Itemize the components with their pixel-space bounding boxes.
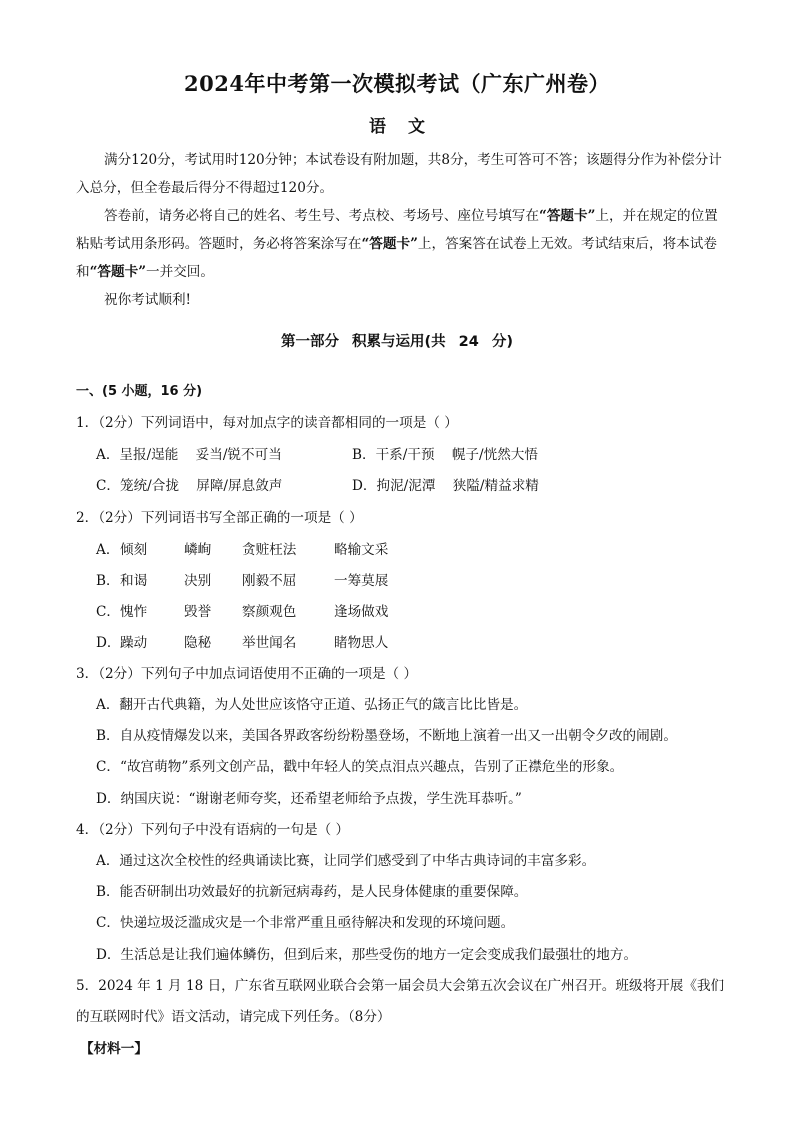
question-4-option-b: B．能否研制出功效最好的抗新冠病毒药，是人民身体健康的重要保障。 <box>96 884 528 900</box>
question-4-option-d: D．生活总是让我们遍体鳞伤，但到后来，那些受伤的地方一定会变成我们最强壮的地方。 <box>96 947 638 963</box>
answer-card-term: “答题卡” <box>361 236 418 252</box>
material-heading: 【材料一】 <box>80 1041 148 1057</box>
question-2-option-c: C．愧怍 毁誉 察颜观色 逢场做戏 <box>96 604 389 620</box>
question-1-option-a: A．呈报/逞能 妥当/锐不可当 <box>96 447 282 463</box>
question-2-option-a: A．倾刻 嶙峋 贪赃枉法 略输文采 <box>96 542 389 558</box>
question-3-option-b: B．自从疫情爆发以来，美国各界政客纷纷粉墨登场，不断地上演着一出又一出朝令夕改的闹剧。 <box>96 728 677 744</box>
instruction-scoring: 满分120分，考试用时120分钟；本试卷设有附加题，共8分，考生可答可不答；该题得分作为补偿分计入总分，但全卷最后得分不得超过120分。 <box>76 152 722 196</box>
exam-title: 2024年中考第一次模拟考试（广东广州卷） <box>184 71 610 96</box>
question-3-option-d: D．纳国庆说：“谢谢老师夸奖，还希望老师给予点拨，学生洗耳恭听。” <box>96 791 522 807</box>
question-4-stem: 4．（2分）下列句子中没有语病的一句是（ ） <box>76 822 350 838</box>
question-5-stem-line2: 的互联网时代》语文活动，请完成下列任务。（8分） <box>76 1009 391 1025</box>
question-5-stem-line1: 5．2024 年 1 月 18 日，广东省互联网业联合会第一届会员大会第五次会议在广州召开。班级将开展《我们 <box>76 978 725 994</box>
answer-card-term: “答题卡” <box>89 264 147 280</box>
instruction-wish: 祝你考试顺利! <box>104 292 192 308</box>
question-2-stem: 2．（2分）下列词语书写全部正确的一项是（ ） <box>76 510 363 526</box>
question-1-stem: 1．（2分）下列词语中，每对加点字的读音都相同的一项是（ ） <box>76 415 458 431</box>
question-4-option-a: A．通过这次全校性的经典诵读比赛，让同学们感受到了中华古典诗词的丰富多彩。 <box>96 853 596 869</box>
section-title: 第一部分 积累与运用(共 24 分) <box>280 334 514 350</box>
question-3-option-a: A．翻开古代典籍，为人处世应该恪守正道、弘扬正气的箴言比比皆是。 <box>96 697 528 713</box>
exam-subject: 语文 <box>369 117 447 137</box>
answer-card-term: “答题卡” <box>539 208 596 224</box>
instruction-answer: 答卷前，请务必将自己的姓名、考生号、考点校、考场号、座位号填写在“答题卡”上，并在规定的位置粘贴考试用条形码。答题时，务必将答案涂写在“答题卡”上，答案答在试卷上无效。考试结束后，将本试卷和“答题卡”一并交回。 <box>76 208 718 280</box>
question-2-option-b: B．和谒 决别 刚毅不屈 一筹莫展 <box>96 573 389 589</box>
question-1-option-c: C．笼统/合拢 屏障/屏息敛声 <box>96 478 283 494</box>
question-4-option-c: C．快递垃圾泛滥成灾是一个非常严重且亟待解决和发现的环境问题。 <box>96 915 515 931</box>
question-1-option-d: D．拘泥/泥潭 狭隘/精益求精 <box>352 478 539 494</box>
question-2-option-d: D．躁动 隐秘 举世闻名 睹物思人 <box>96 635 389 651</box>
group-heading: 一、(5 小题，16 分) <box>76 384 203 399</box>
question-3-option-c: C．“故宫萌物”系列文创产品，戳中年轻人的笑点泪点兴趣点，告别了正襟危坐的形象。 <box>96 759 624 775</box>
question-3-stem: 3．（2分）下列句子中加点词语使用不正确的一项是（ ） <box>76 666 418 682</box>
question-1-option-b: B．干系/干预 幌子/恍然大悟 <box>352 447 538 463</box>
